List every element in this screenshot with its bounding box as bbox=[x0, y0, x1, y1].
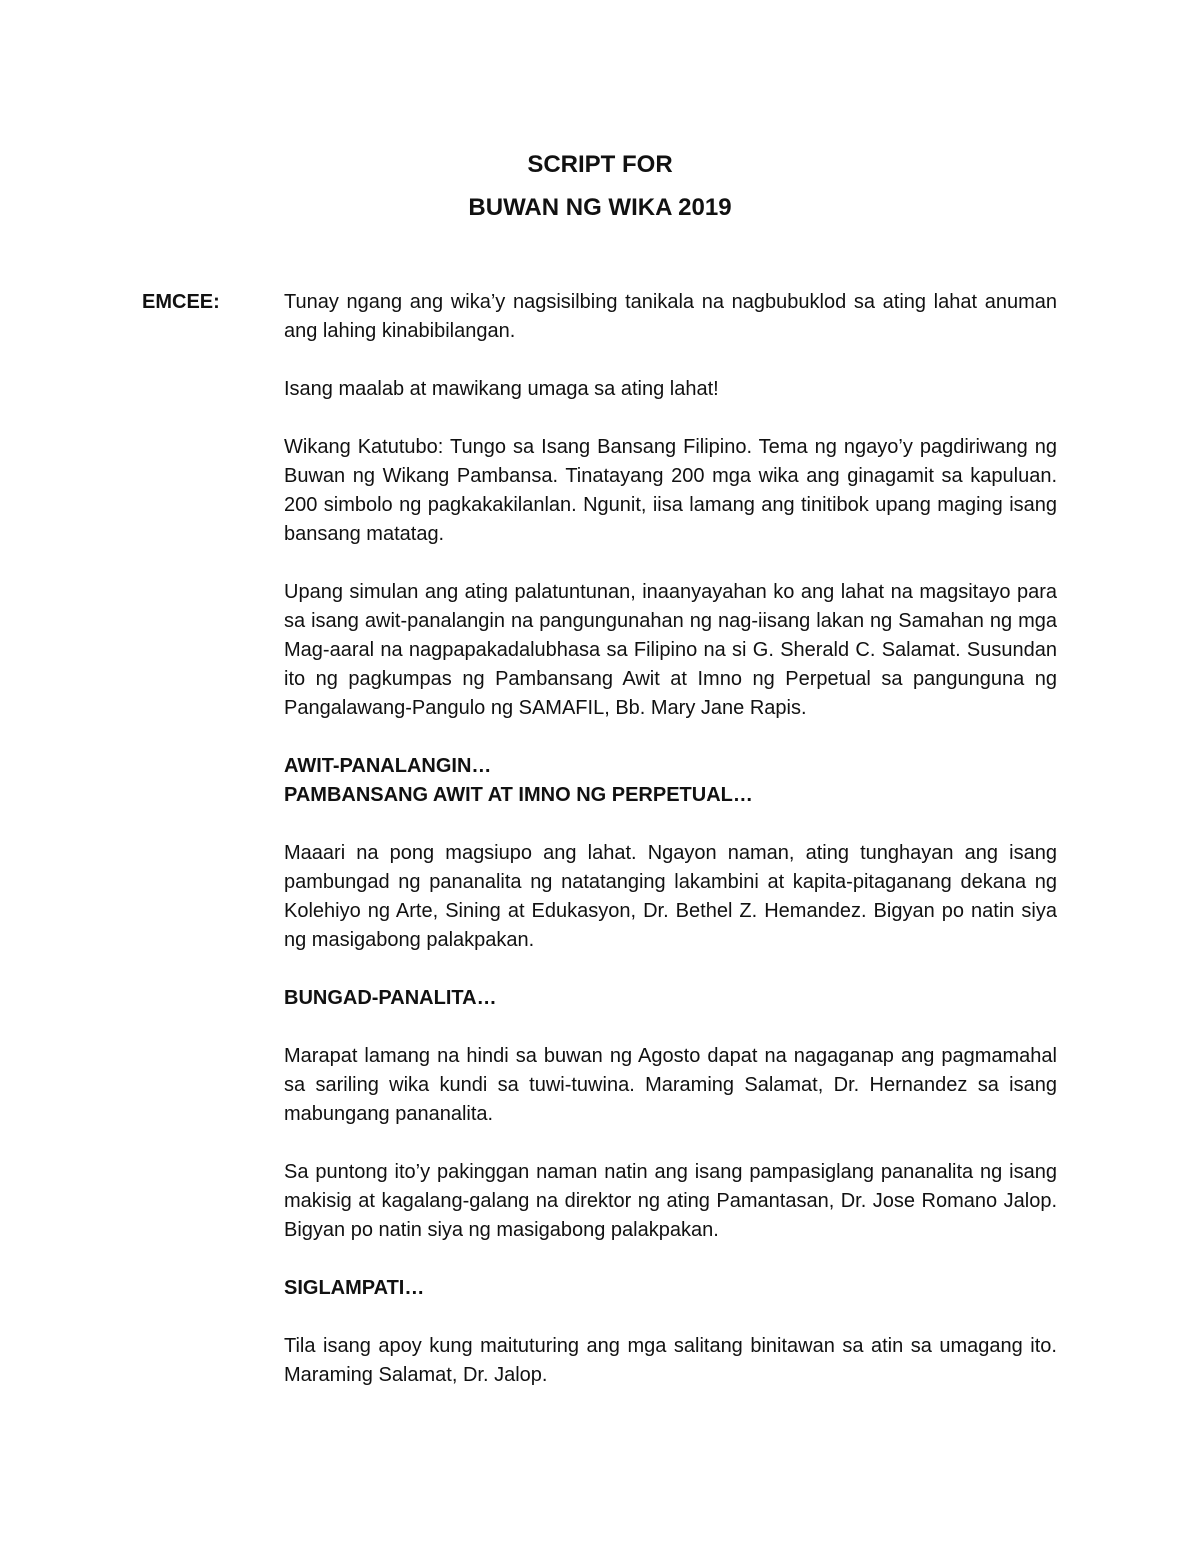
program-cue: SIGLAMPATI… bbox=[284, 1277, 425, 1299]
paragraph: Marapat lamang na hindi sa buwan ng Agosto dapat na nagaganap ang pagmamahal sa sariling wika kundi sa tuwi-tuwina. Maraming Salamat, Dr. Hernandez sa isang mabungang pananalita. bbox=[284, 1045, 1057, 1125]
document-title bbox=[0, 143, 1200, 229]
speaker-label: EMCEE: bbox=[142, 291, 220, 313]
paragraph: Tila isang apoy kung maituturing ang mga salitang binitawan sa atin sa umagang ito. Maraming Salamat, Dr. Jalop. bbox=[284, 1335, 1057, 1386]
title-line-1: SCRIPT FOR bbox=[527, 151, 673, 178]
paragraph: Tunay ngang ang wika’y nagsisilbing tanikala na nagbubuklod sa ating lahat anuman ang lahing kinabibilangan. bbox=[284, 291, 1057, 342]
program-cue: PAMBANSANG AWIT AT IMNO NG PERPETUAL… bbox=[284, 784, 753, 806]
paragraph: Upang simulan ang ating palatuntunan, inaanyayahan ko ang lahat na magsitayo para sa isang awit-panalangin na pangungunahan ng nag-iisang lakan ng Samahan ng mga Mag-aaral na nagpapakadalubhasa sa Filipino na si G. Sherald C. Salamat. Susundan ito ng pagkumpas ng Pambansang Awit at Imno ng Perpetual sa pangunguna ng Pangalawang-Pangulo ng SAMAFIL, Bb. Mary Jane Rapis. bbox=[284, 581, 1057, 719]
script-body bbox=[284, 288, 1057, 1419]
title-line-2: BUWAN NG WIKA 2019 bbox=[468, 194, 732, 221]
program-cue: BUNGAD-PANALITA… bbox=[284, 987, 497, 1009]
paragraph: Wikang Katutubo: Tungo sa Isang Bansang Filipino. Tema ng ngayo’y pagdiriwang ng Buwan ng Wikang Pambansa. Tinatayang 200 mga wika ang ginagamit sa kapuluan. 200 simbolo ng pagkakakilanlan. Ngunit, iisa lamang ang tinitibok upang maging isang bansang matatag. bbox=[284, 436, 1057, 545]
paragraph: Maaari na pong magsiupo ang lahat. Ngayon naman, ating tunghayan ang isang pambungad ng pananalita ng natatanging lakambini at kapita-pitaganang dekana ng Kolehiyo ng Arte, Sining at Edukasyon, Dr. Bethel Z. Hemandez. Bigyan po natin siya ng masigabong palakpakan. bbox=[284, 842, 1057, 951]
paragraph: Sa puntong ito’y pakinggan naman natin ang isang pampasiglang pananalita ng isang makisig at kagalang-galang na direktor ng ating Pamantasan, Dr. Jose Romano Jalop. Bigyan po natin siya ng masigabong palakpakan. bbox=[284, 1161, 1057, 1241]
program-cue-group bbox=[284, 752, 1057, 810]
paragraph: Isang maalab at mawikang umaga sa ating lahat! bbox=[284, 378, 719, 400]
program-cue: AWIT-PANALANGIN… bbox=[284, 755, 492, 777]
